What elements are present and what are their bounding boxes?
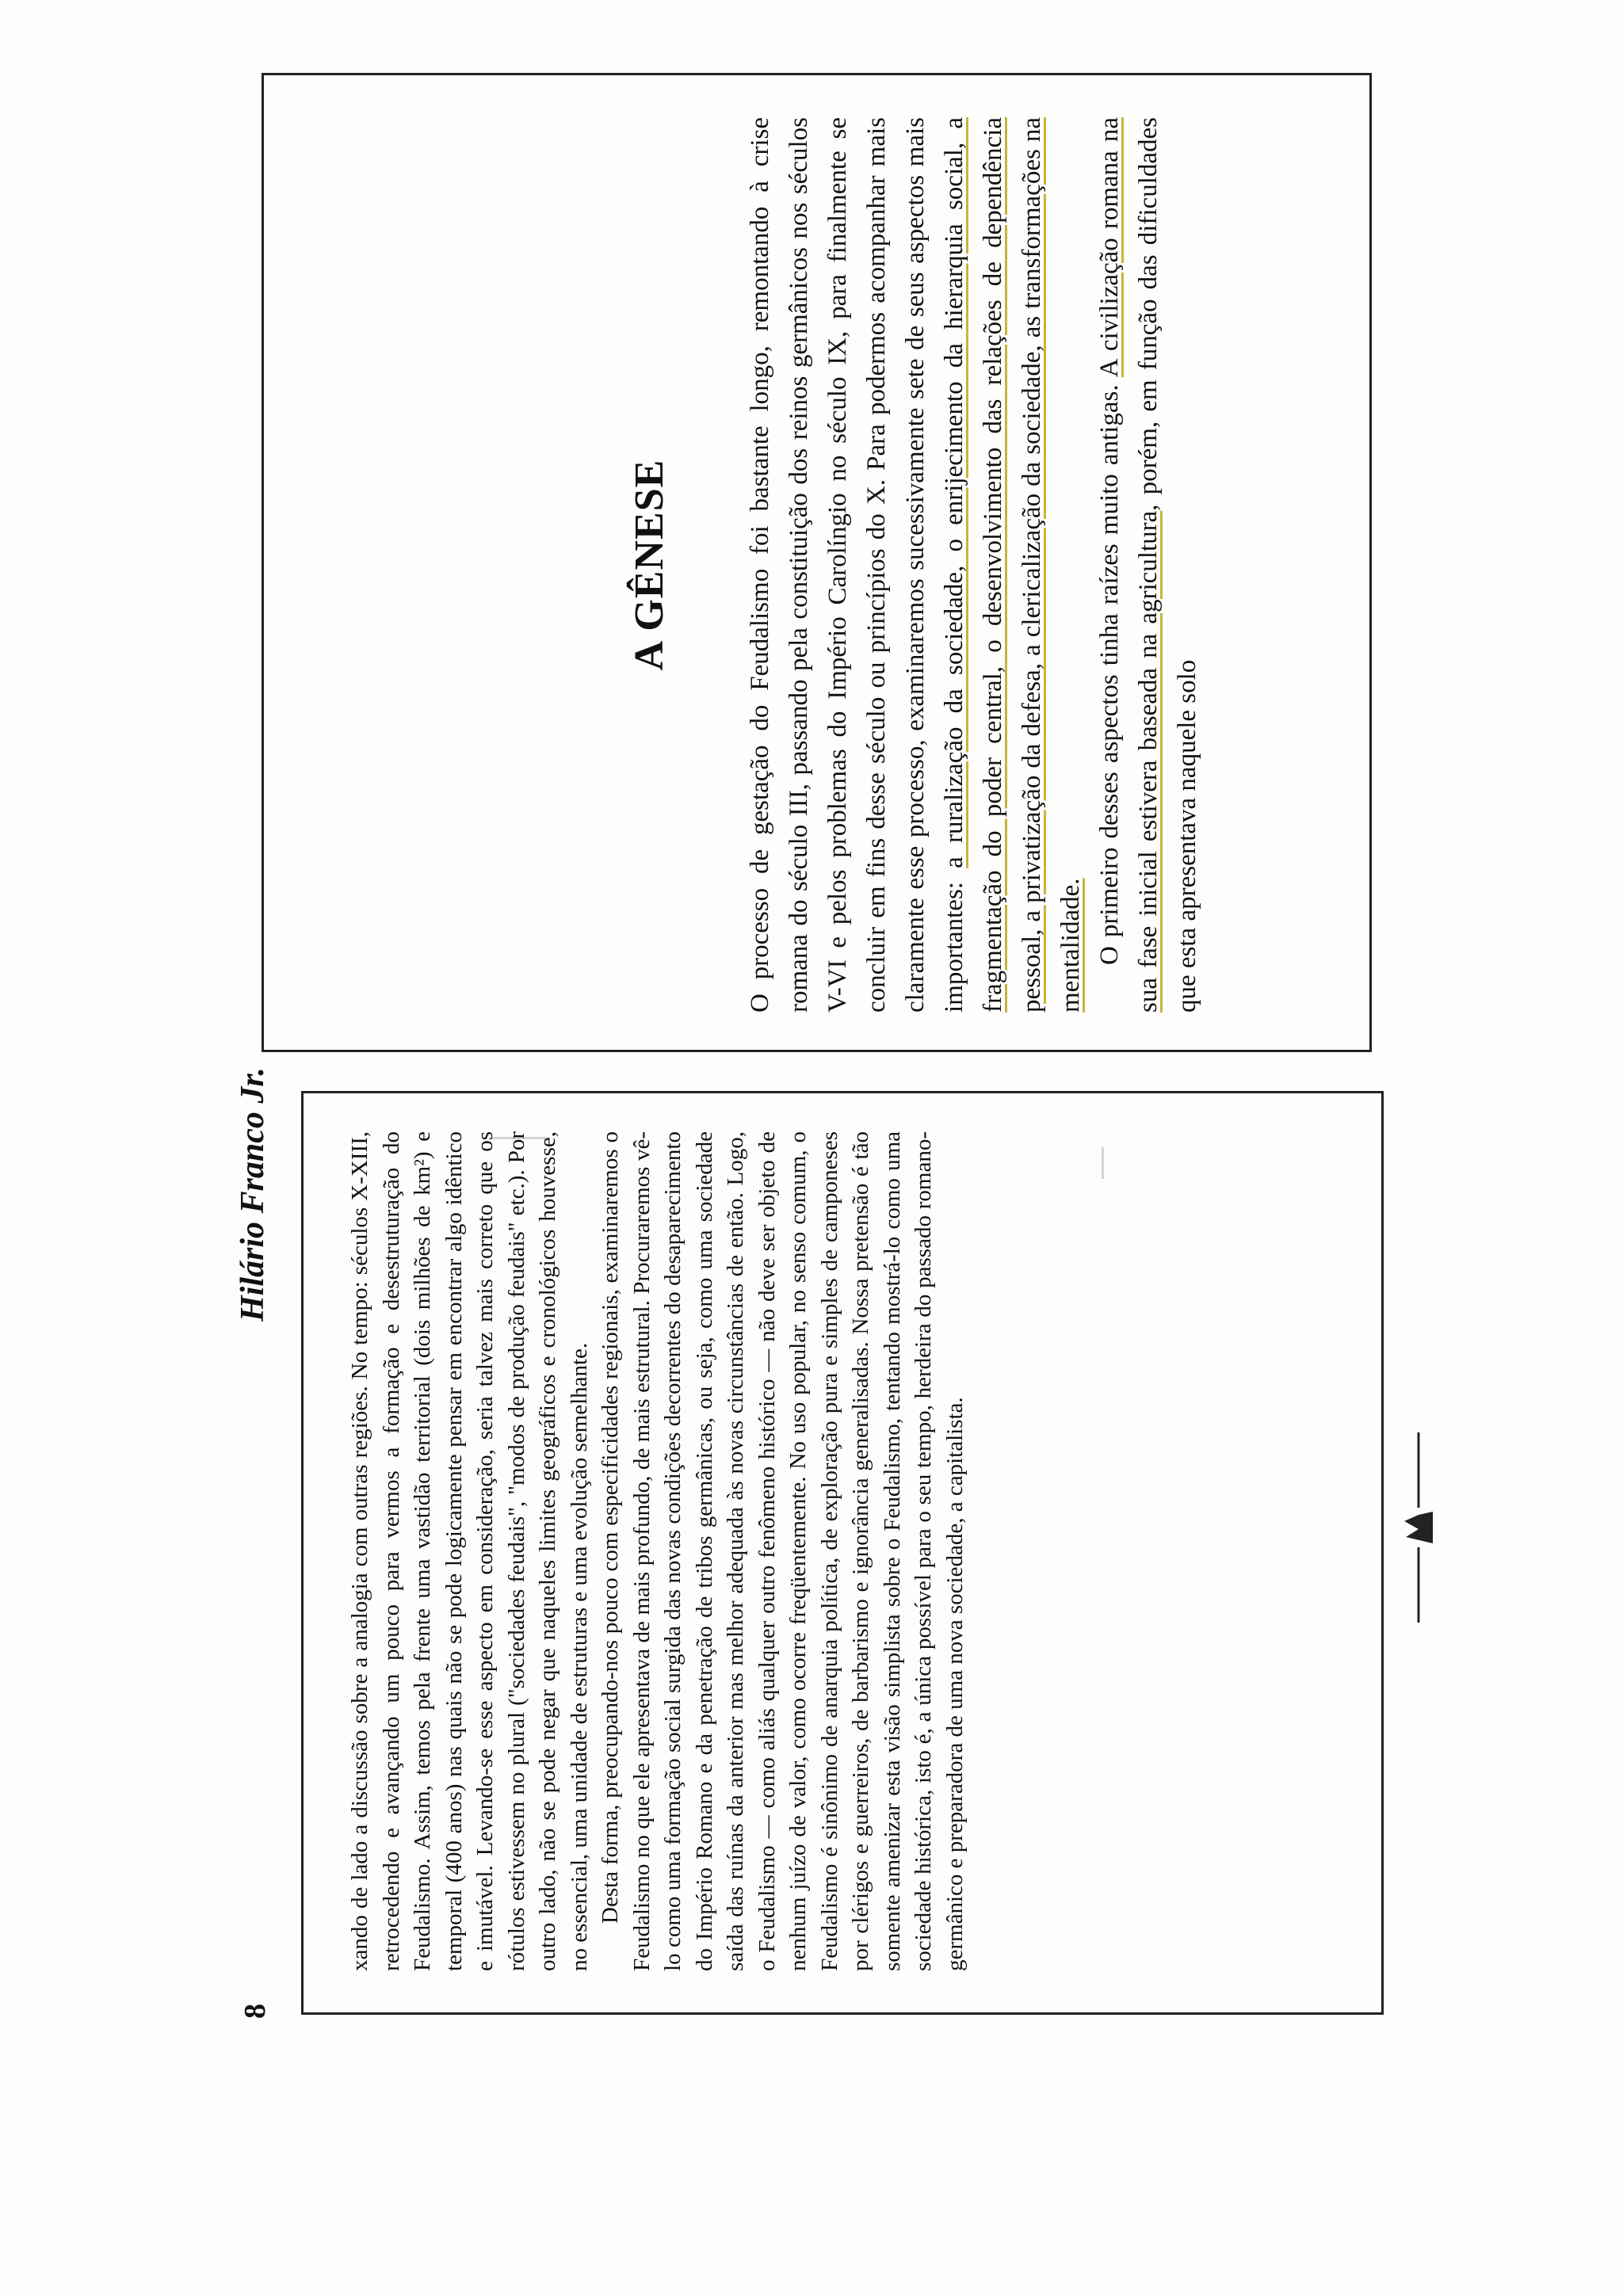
right-p2-text-b: , porém, em função das dificuldades que esta apresentava naquele solo	[1134, 117, 1201, 1013]
left-paragraph-1: xando de lado a discussão sobre a analogia com outras regiões. No tempo: séculos X-XIII, retrocedendo e avançando um pouco para vermos a formação e desestruturação do Feudalismo. Assim, temos pela frente uma vastidão territorial (dois milhões de km²) e temporal (400 anos) nas quais não se pode logicamente pensar em encontrar algo idêntico e imutável. Levando-se esse aspecto em consideração, seria talvez mais correto que os rótulos estivessem no plural ("sociedades feudais", "modos de produção feudais" etc.). Por outro lado, não se pode negar que naqueles limites geográficos e cronológicos houvesse, no essencial, uma unidade de estruturas e uma evolução semelhante.	[347, 1131, 592, 1971]
left-page-text	[345, 1131, 971, 1971]
chapter-title: A GÊNESE	[627, 459, 672, 671]
right-page-text	[741, 117, 1207, 1013]
right-paragraph-1	[741, 117, 1090, 1013]
scan-mark	[1102, 1147, 1104, 1179]
right-paragraph-2	[1090, 117, 1207, 1013]
right-p2-highlighted-text: A civilização romana na sua fase inicial estivera baseada na agricultura	[1095, 117, 1163, 1013]
left-paragraph-2: Desta forma, preocupando-nos pouco com especificidades regionais, examinaremos o Feudalismo no que ele apresentava de mais profundo, de mais estrutural. Procuraremos vê-lo como uma formação social surgida das novas condições decorrentes do desaparecimento do Império Romano e da penetração de tribos germânicas, ou seja, como uma sociedade saída das ruínas da anterior mas melhor adequada às novas circunstâncias de então. Logo, o Feudalismo — como aliás qualquer outro fenômeno histórico — não deve ser objeto de nenhum juízo de valor, como ocorre freqüentemente. No uso popular, no senso comum, o Feudalismo é sinônimo de anarquia política, de exploração pura e simples de camponeses por clérigos e guerreiros, de barbarismo e ignorância generalisadas. Nossa pretensão é tão somente amenizar esta visão simplista sobre o Feudalismo, tentando mostrá-lo como uma sociedade histórica, isto é, a única possível para o seu tempo, herdeira do passado romano-germânico e preparadora de uma nova sociedade, a capitalista.	[598, 1131, 968, 1971]
ornament-icon	[1395, 1432, 1442, 1623]
page-number: 8	[239, 2004, 272, 2019]
running-head-author: Hilário Franco Jr.	[235, 1067, 271, 1322]
scan-mark	[491, 1137, 547, 1139]
right-p1-text: O processo de gestação do Feudalismo foi bastante longo, remontando à crise romana do século III, passando pela constituição dos reinos germânicos nos séculos V-VI e pelos problemas do Império Carolíngio no século IX, para finalmente se concluir em fins desse século ou princípios do X. Para podermos acompanhar mais claramente esse processo, examinaremos sucessivamente sete de seus aspectos mais importantes:	[746, 117, 968, 1013]
right-p2-text-a: O primeiro desses aspectos tinha raízes muito antigas.	[1095, 377, 1124, 965]
right-p1-highlighted-text: a ruralização da sociedade, o enrijecimento da hierarquia social, a fragmentação do poder central, o desenvolvimento das relações de dependência pessoal, a privatização da defesa, a clericalização da sociedade, as transformações na mentalidade.	[940, 116, 1085, 1013]
